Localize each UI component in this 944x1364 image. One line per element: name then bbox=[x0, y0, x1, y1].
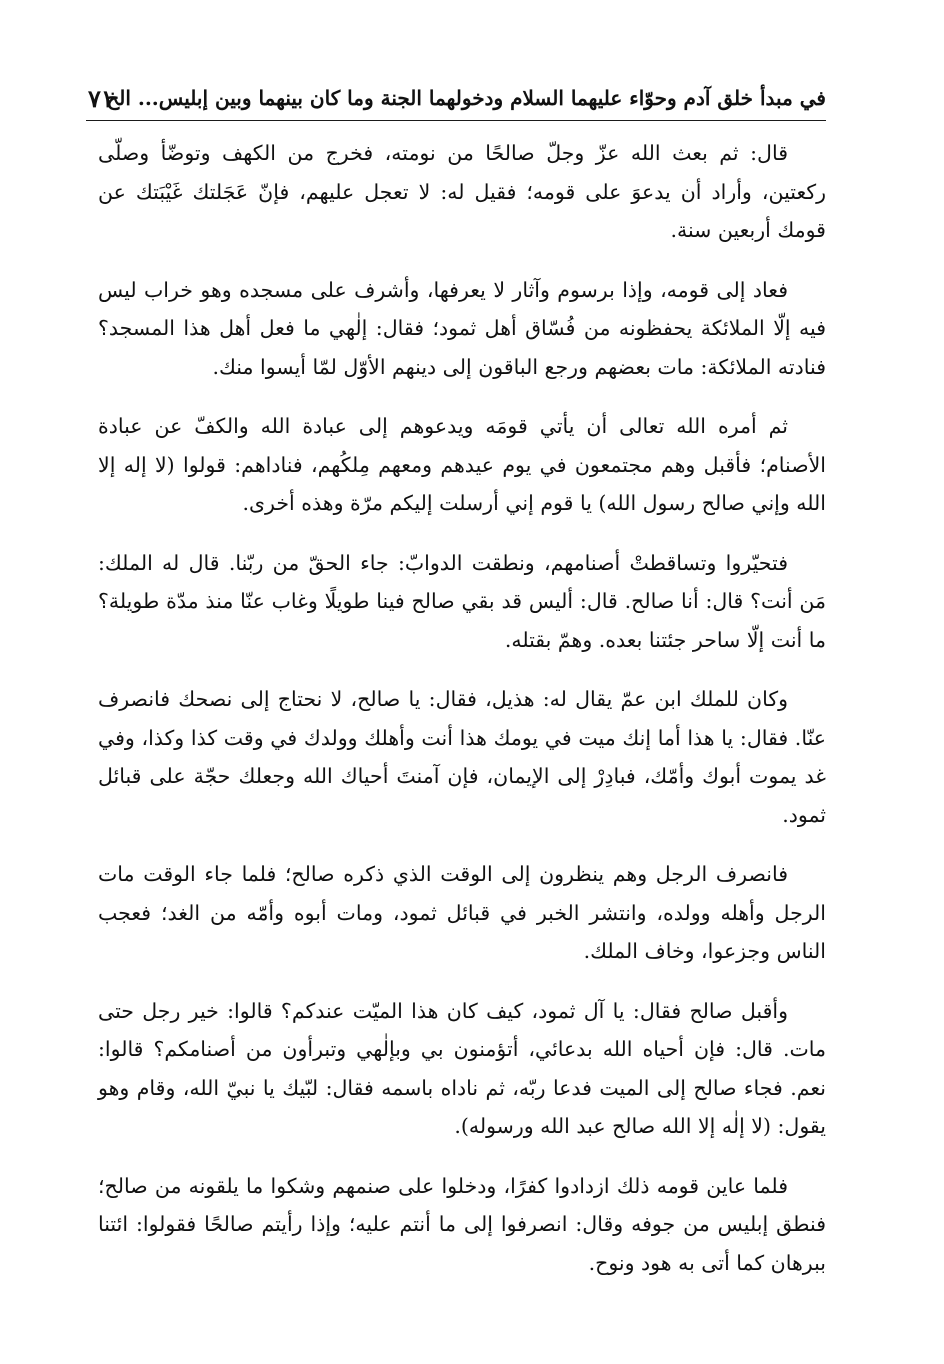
paragraph-7: وأقبل صالح فقال: يا آل ثمود، كيف كان هذا الميّت عندكم؟ قالوا: خير رجل حتى مات. قال: فإن أحياه الله بدعائي، أتؤمنون بي وبإلٰهي وتبرأون من أصنامكم؟ قالوا: نعم. فجاء صالح إلى الميت فدعا ربّه، ثم ناداه باسمه فقال: لبّيك يا نبيّ الله، وقام وهو يقول: (لا إلٰه إلا الله صالح عبد الله ورسوله). bbox=[98, 998, 826, 1138]
paragraph-8: فلما عاين قومه ذلك ازدادوا كفرًا، ودخلوا على صنمهم وشكوا ما يلقونه من صالح؛ فنطق إبليس من جوفه وقال: انصرفوا إلى ما أنتم عليه؛ وإذا رأيتم صالحًا فقولوا: ائتنا ببرهان كما أتى به هود ونوح. bbox=[98, 1173, 826, 1275]
paragraph-3: ثم أمره الله تعالى أن يأتي قومَه ويدعوهم إلى عبادة الله والكفّ عن عبادة الأصنام؛ فأقبل وهم مجتمعون في يوم عيدهم ومعهم مِلكُهم، فناداهم: قولوا (لا إله إلا الله وإني صالح رسول الله) يا قوم إني أرسلت إليكم مرّة وهذه أخرى. bbox=[98, 414, 826, 515]
paragraph-2: فعاد إلى قومه، وإذا برسوم وآثار لا يعرفها، وأشرف على مسجده وهو خراب ليس فيه إلّا الملائكة يحفظونه من فُسّاق أهل ثمود؛ فقال: إلٰهي ما فعل أهل هذا المسجد؟ فنادته الملائكة: مات بعضهم ورجع الباقون إلى دينهم الأوّل لمّا أيسوا منك. bbox=[98, 277, 826, 379]
body-text bbox=[98, 134, 826, 1282]
paragraph-5: وكان للملك ابن عمّ يقال له: هذيل، فقال: يا صالح، لا نحتاج إلى نصحك فانصرف عنّا. فقال: يا هذا أما إنك ميت في يومك هذا أنت وأهلك وولدك في وقت كذا وكذا، وفي غد يموت أبوك وأمّك، فبادِرْ إلى الإيمان، فإن آمنتَ أحياك الله وجعلك حجّة على قبائل ثمود. bbox=[98, 687, 826, 827]
paragraph-4: فتحيّروا وتساقطتْ أصنامهم، ونطقت الدوابّ: جاء الحقّ من ربّنا. قال له الملك: مَن أنت؟ قال: أنا صالح. قال: أليس قد بقي صالح فينا طويلًا وغاب عنّا منذ مدّة طويلة؟ ما أنت إلّا ساحر جئتنا بعده. وهمّ بقتله. bbox=[98, 550, 826, 652]
running-header bbox=[86, 78, 826, 121]
paragraph-6: فانصرف الرجل وهم ينظرون إلى الوقت الذي ذكره صالح؛ فلما جاء الوقت مات الرجل وأهله وولده، وانتشر الخبر في قبائل ثمود، ومات أبوه وأمّه من الغد؛ فعجب الناس وجزعوا، وخاف الملك. bbox=[98, 862, 826, 963]
page-number: ٧١ bbox=[88, 84, 114, 113]
chapter-running-title: في مبدأ خلق آدم وحوّاء عليهما السلام ودخولهما الجنة وما كان بينهما وبين إبليس... الخ bbox=[106, 86, 826, 110]
paragraph-1: قال: ثم بعث الله عزّ وجلّ صالحًا من نومته، فخرج من الكهف وتوضّأ وصلّى ركعتين، وأراد أن يدعوَ على قومه؛ فقيل له: لا تعجل عليهم، فإنّ عَجَلتك غَيْبَتك عن قومك أربعين سنة. bbox=[98, 141, 826, 242]
